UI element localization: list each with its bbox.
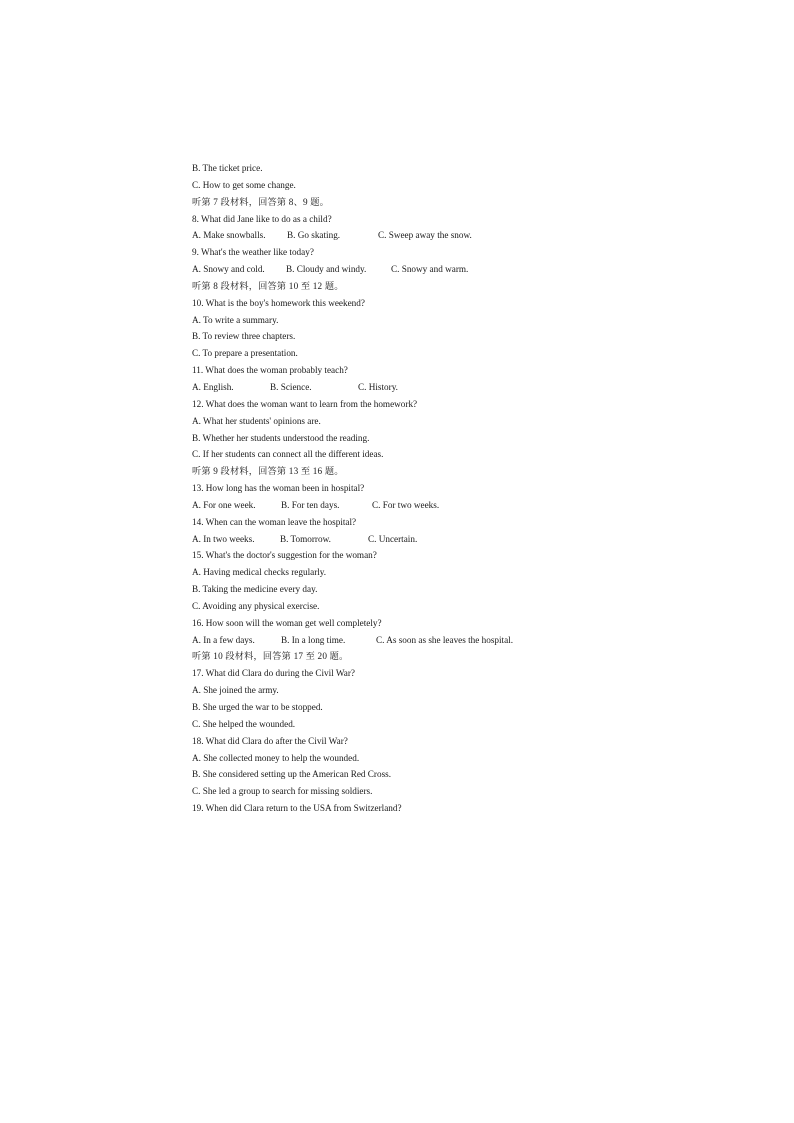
- answer-option: C. Avoiding any physical exercise.: [192, 600, 320, 611]
- section-instruction: 听第 8 段材料，回答第 10 至 12 题。: [192, 280, 344, 291]
- answer-option: B. To review three chapters.: [192, 331, 296, 342]
- question-13: 13. How long has the woman been in hospital?: [192, 483, 365, 494]
- answer-option: B. Tomorrow.: [280, 533, 331, 544]
- answer-option: C. If her students can connect all the different ideas.: [192, 449, 384, 460]
- answer-option: B. She urged the war to be stopped.: [192, 702, 323, 712]
- answer-option: A. To write a summary.: [192, 314, 279, 325]
- answer-option: A. In a few days.: [192, 634, 255, 645]
- answer-option: B. Whether her students understood the reading.: [192, 432, 370, 443]
- answer-option: C. As soon as she leaves the hospital.: [376, 634, 514, 645]
- question-18: 18. What did Clara do after the Civil War?: [192, 735, 348, 746]
- answer-option: C. She led a group to search for missing soldiers.: [192, 786, 373, 797]
- answer-option: B. Science.: [270, 381, 312, 392]
- question-14: 14. When can the woman leave the hospital?: [192, 516, 357, 527]
- options-row-q14: [192, 531, 752, 548]
- answer-option: A. Snowy and cold.: [192, 264, 265, 275]
- answer-option: C. Sweep away the snow.: [378, 230, 472, 241]
- section-instruction: 听第 9 段材料，回答第 13 至 16 题。: [192, 466, 344, 477]
- answer-option: C. Snowy and warm.: [391, 264, 469, 275]
- options-row-q16: [192, 632, 752, 649]
- question-19: 19. When did Clara return to the USA from Switzerland?: [192, 803, 402, 814]
- question-9: 9. What's the weather like today?: [192, 247, 314, 258]
- answer-option: C. She helped the wounded.: [192, 718, 296, 729]
- answer-option: B. For ten days.: [281, 499, 340, 510]
- options-row-q11: [192, 379, 752, 396]
- question-11: 11. What does the woman probably teach?: [192, 365, 348, 376]
- question-12: 12. What does the woman want to learn from the homework?: [192, 398, 418, 409]
- answer-option: A. She collected money to help the wounded.: [192, 752, 360, 763]
- answer-option: C. To prepare a presentation.: [192, 348, 298, 359]
- question-8: 8. What did Jane like to do as a child?: [192, 213, 332, 224]
- answer-option: B. The ticket price.: [192, 163, 263, 173]
- answer-option: B. Taking the medicine every day.: [192, 584, 318, 595]
- answer-option: B. Go skating.: [287, 230, 341, 241]
- options-row-q9: [192, 261, 752, 278]
- answer-option: A. She joined the army.: [192, 685, 279, 696]
- answer-option: A. What her students' opinions are.: [192, 415, 321, 426]
- answer-option: C. For two weeks.: [372, 499, 440, 510]
- answer-option: C. Uncertain.: [368, 533, 418, 544]
- section-instruction: 听第 10 段材料，回答第 17 至 20 题。: [192, 651, 349, 662]
- section-instruction: 听第 7 段材料，回答第 8、9 题。: [192, 196, 330, 207]
- answer-option: A. For one week.: [192, 499, 256, 510]
- question-17: 17. What did Clara do during the Civil War?: [192, 668, 355, 679]
- answer-option: B. Cloudy and windy.: [286, 264, 367, 275]
- options-row-q13: [192, 497, 752, 514]
- answer-option: A. English.: [192, 381, 234, 392]
- answer-option: C. History.: [358, 381, 398, 392]
- question-10: 10. What is the boy's homework this weekend?: [192, 297, 365, 308]
- answer-option: B. In a long time.: [281, 634, 346, 645]
- answer-option: A. Having medical checks regularly.: [192, 567, 327, 578]
- answer-option: B. She considered setting up the American Red Cross.: [192, 769, 392, 780]
- answer-option: A. Make snowballs.: [192, 230, 266, 241]
- answer-option: C. How to get some change.: [192, 179, 296, 190]
- question-16: 16. How soon will the woman get well completely?: [192, 617, 382, 628]
- question-15: 15. What's the doctor's suggestion for the woman?: [192, 550, 377, 561]
- exam-page: [192, 160, 752, 817]
- answer-option: A. In two weeks.: [192, 533, 255, 544]
- options-row-q8: [192, 227, 752, 244]
